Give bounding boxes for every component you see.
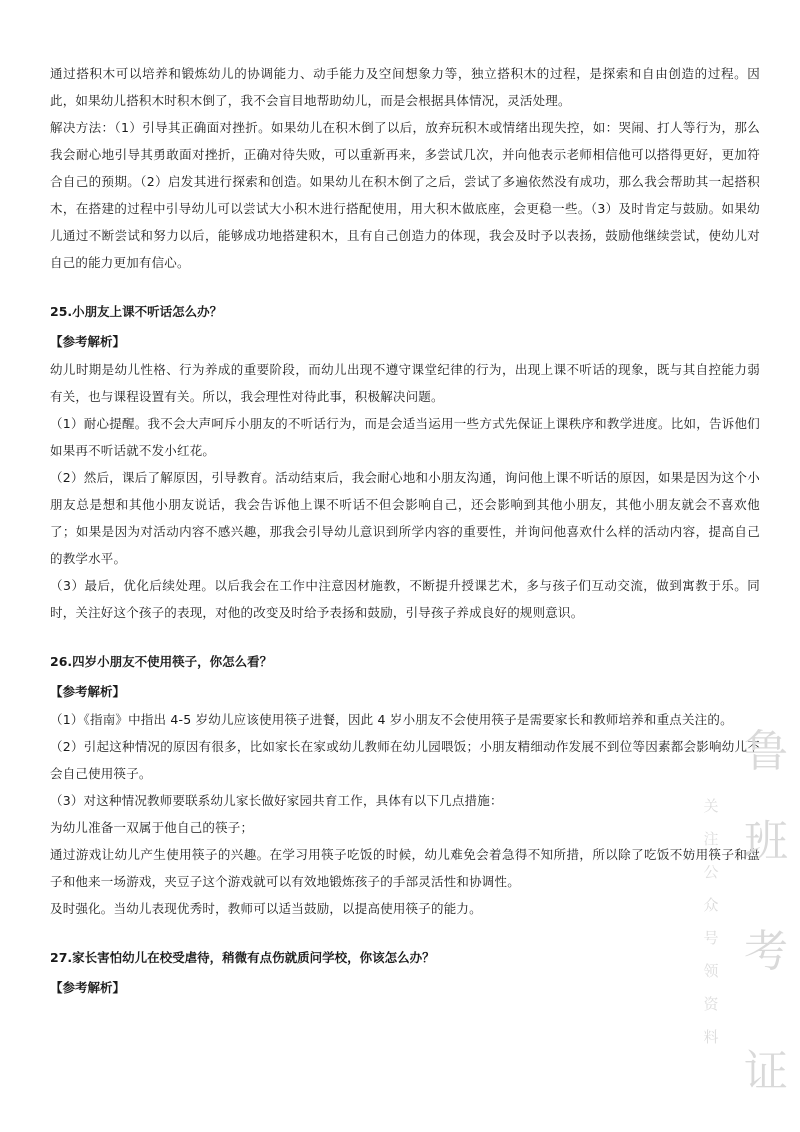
watermark-vertical-text [701, 790, 721, 1054]
paragraph: 解决方法：（1）引导其正确面对挫折。如果幼儿在积木倒了以后，放弃玩积木或情绪出现失控，如：哭闹、打人等行为，那么我会耐心地引导其勇敢面对挫折，正确对待失败，可以重新再来，多尝试几次，并向他表示老师相信他可以搭得更好，更加符合自己的预期。（2）启发其进行探索和创造。如果幼儿在积木倒了之后，尝试了多遍依然没有成功，那么我会帮助其一起搭积木，在搭建的过程中引导幼儿可以尝试大小积木进行搭配使用，用大积木做底座，会更稳一些。（3）及时肯定与鼓励。如果幼儿通过不断尝试和努力以后，能够成功地搭建积木，且有自己创造力的体现，我会及时予以表扬，鼓励他继续尝试，使幼儿对自己的能力更加有信心。 [50, 120, 760, 270]
paragraph: 通过游戏让幼儿产生使用筷子的兴趣。在学习用筷子吃饭的时候，幼儿难免会着急得不知所措，所以除了吃饭不妨用筷子和盘子和他来一场游戏，夹豆子这个游戏就可以有效地锻炼孩子的手部灵活性和协调性。 [50, 847, 760, 889]
question-heading-26: 26.四岁小朋友不使用筷子，你怎么看？ [50, 654, 273, 669]
paragraph: （2）引起这种情况的原因有很多，比如家长在家或幼儿教师在幼儿园喂饭；小朋友精细动作发展不到位等因素都会影响幼儿不会自己使用筷子。 [50, 739, 760, 781]
document-body [50, 60, 760, 1002]
reference-analysis-label: 【参考解析】 [50, 980, 126, 995]
paragraph: （3）对这种情况教师要联系幼儿家长做好家园共育工作，具体有以下几点措施： [50, 793, 503, 808]
reference-analysis-label: 【参考解析】 [50, 334, 126, 349]
watermark-char: 鲁 [744, 726, 788, 777]
watermark-char: 公 [703, 863, 719, 881]
paragraph: （3）最后，优化后续处理。以后我会在工作中注意因材施教，不断提升授课艺术，多与孩子们互动交流，做到寓教于乐。同时，关注好这个孩子的表现，对他的改变及时给予表扬和鼓励，引导孩子养成良好的规则意识。 [50, 578, 760, 620]
paragraph: （2）然后，课后了解原因，引导教育。活动结束后，我会耐心地和小朋友沟通，询问他上课不听话的原因，如果是因为这个小朋友总是想和其他小朋友说话，我会告诉他上课不听话不但会影响自己，还会影响到其他小朋友，其他小朋友就会不喜欢他了；如果是因为对活动内容不感兴趣，那我会引导幼儿意识到所学内容的重要性，并询问他喜欢什么样的活动内容，提高自己的教学水平。 [50, 470, 760, 566]
watermark-char: 关 [703, 797, 719, 815]
question-heading-27: 27.家长害怕幼儿在校受虐待，稍微有点伤就质问学校，你该怎么办？ [50, 950, 435, 965]
question-heading-25: 25.小朋友上课不听话怎么办？ [50, 304, 223, 319]
watermark-char: 证 [744, 1046, 788, 1097]
watermark-char: 料 [703, 1028, 719, 1046]
paragraph: 为幼儿准备一双属于他自己的筷子； [50, 820, 254, 835]
paragraph: （1）耐心提醒。我不会大声呵斥小朋友的不听话行为，而是会适当运用一些方式先保证上课秩序和教学进度。比如，告诉他们如果再不听话就不发小红花。 [50, 416, 760, 458]
watermark-char: 资 [703, 995, 719, 1013]
watermark-char: 注 [703, 830, 719, 848]
watermark-char: 班 [744, 816, 788, 867]
watermark-char: 领 [703, 962, 719, 980]
paragraph: 幼儿时期是幼儿性格、行为养成的重要阶段，而幼儿出现不遵守课堂纪律的行为，出现上课不听话的现象，既与其自控能力弱有关，也与课程设置有关。所以，我会理性对待此事，积极解决问题。 [50, 362, 760, 404]
paragraph: （1）《指南》中指出 4-5 岁幼儿应该使用筷子进餐，因此 4 岁小朋友不会使用筷子是需要家长和教师培养和重点关注的。 [50, 712, 733, 727]
paragraph: 通过搭积木可以培养和锻炼幼儿的协调能力、动手能力及空间想象力等，独立搭积木的过程，是探索和自由创造的过程。因此，如果幼儿搭积木时积木倒了，我不会盲目地帮助幼儿，而是会根据具体情况，灵活处理。 [50, 66, 760, 108]
watermark-char: 众 [703, 896, 719, 914]
reference-analysis-label: 【参考解析】 [50, 684, 126, 699]
watermark-char: 号 [703, 929, 719, 947]
paragraph: 及时强化。当幼儿表现优秀时，教师可以适当鼓励，以提高使用筷子的能力。 [50, 901, 482, 916]
watermark-char: 考 [744, 926, 788, 977]
